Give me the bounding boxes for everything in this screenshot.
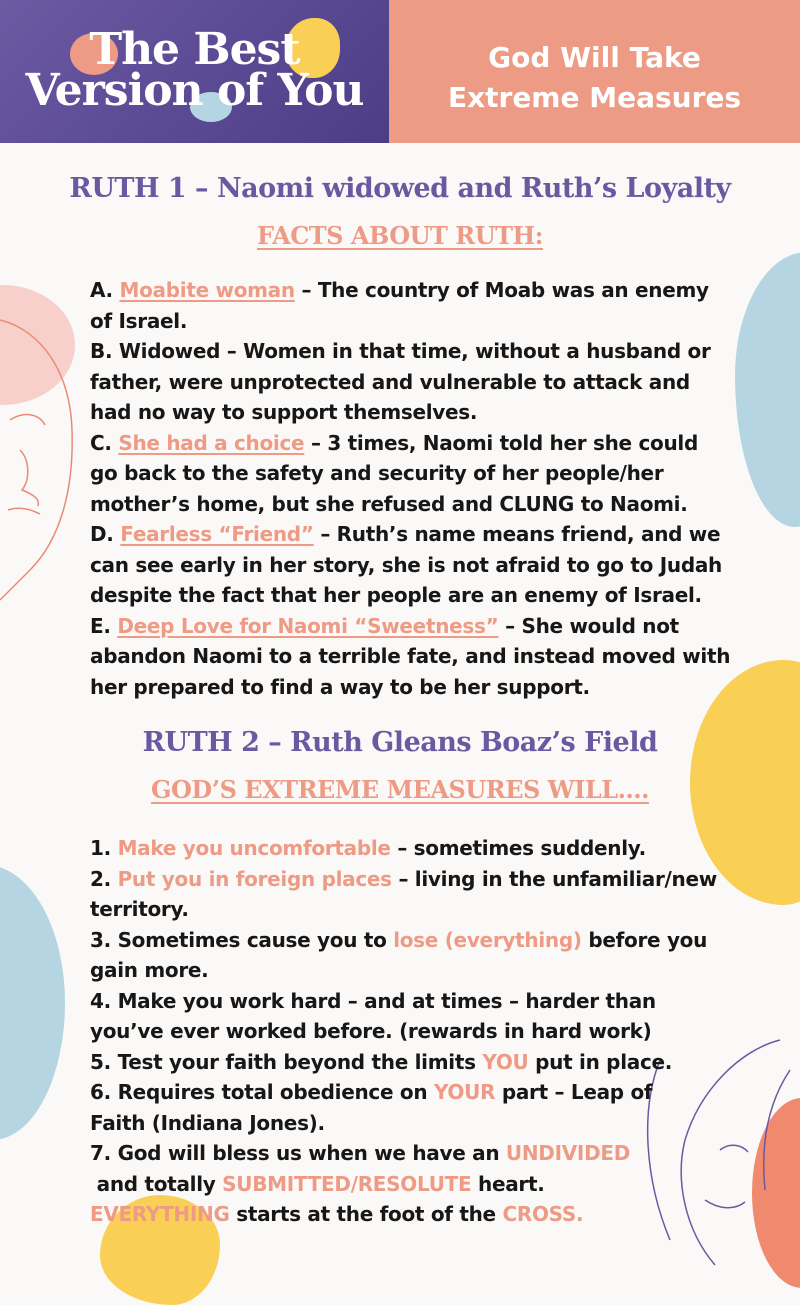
fact-d-line1: D. Fearless “Friend” – Ruth’s name means friend, and we <box>90 522 721 546</box>
fact-c-line2: go back to the safety and security of her people/her <box>90 461 664 485</box>
logo-text-line1: The Best <box>89 24 300 75</box>
page-title-line1: God Will Take <box>488 41 701 74</box>
header-banner <box>0 0 800 143</box>
measure-4-number: 4. <box>90 988 118 1013</box>
measure-7-heart: heart. <box>471 1171 545 1196</box>
measure-6-text: part – Leap of <box>495 1080 653 1104</box>
fact-d-line3: despite the fact that her people are an enemy of Israel. <box>90 583 702 607</box>
page-title-line2: Extreme Measures <box>447 81 742 114</box>
measure-3-text: before you <box>581 927 708 952</box>
fact-e-key: Deep Love for Naomi “Sweetness” <box>117 613 499 638</box>
measure-3-pre: Sometimes cause you to <box>117 927 394 952</box>
fact-e-line3: her prepared to find a way to be her support. <box>90 674 590 699</box>
measure-6-key: YOUR <box>433 1080 496 1104</box>
closing-everything: EVERYTHING <box>90 1202 230 1226</box>
closing-line <box>90 1199 720 1230</box>
fact-b-letter: B. <box>90 339 119 363</box>
ruth1-heading: RUTH 1 – Naomi widowed and Ruth’s Loyalty <box>69 173 731 204</box>
blue-blob-left-bottom <box>0 865 65 1140</box>
measure-3-number: 3. <box>90 927 118 952</box>
fact-b-line2: father, were unprotected and vulnerable to attack and <box>90 369 690 394</box>
measure-5-text: put in place. <box>528 1049 673 1074</box>
measure-6-number: 6. <box>90 1080 118 1104</box>
measure-1 <box>90 833 720 864</box>
measure-7-line2 <box>90 1169 720 1200</box>
fact-c-line3: mother’s home, but she refused and CLUNG to Naomi. <box>90 491 688 516</box>
ruth2-subheading: GOD’S EXTREME MEASURES WILL…. <box>151 775 649 804</box>
measure-7-number: 7. <box>90 1141 118 1165</box>
fact-e-letter: E. <box>90 613 118 638</box>
fact-a-line1 <box>90 275 720 306</box>
measure-7-and-totally: and totally <box>90 1171 223 1196</box>
measure-6-line1 <box>90 1077 720 1108</box>
measure-4-line2: you’ve ever worked before. (rewards in hard work) <box>90 1019 652 1043</box>
measure-7-pre: God will bless us when we have an <box>117 1141 506 1165</box>
measure-3-line1 <box>90 925 720 956</box>
fact-b-line1: B. Widowed – Women in that time, without a husband or <box>90 339 711 363</box>
ruth2-heading: RUTH 2 – Ruth Gleans Boaz’s Field <box>142 727 658 758</box>
measure-3-line2: gain more. <box>90 958 209 982</box>
fact-a-line2: of Israel. <box>90 308 188 333</box>
closing-starts: starts at the foot of the <box>229 1202 503 1226</box>
measure-6-pre: Requires total obedience on <box>117 1080 434 1104</box>
fact-c-key: She had a choice <box>118 430 305 455</box>
measure-4-line1 <box>90 986 720 1017</box>
closing-cross: CROSS. <box>502 1202 584 1226</box>
measure-1-text: – sometimes suddenly. <box>390 836 646 860</box>
measure-5-pre: Test your faith beyond the limits <box>117 1049 483 1074</box>
measure-2-text: – living in the unfamiliar/new <box>391 866 717 891</box>
measure-5 <box>90 1047 720 1078</box>
fact-c-letter: C. <box>90 430 119 455</box>
fact-a-key: Moabite woman <box>119 278 295 302</box>
fact-b-line3: had no way to support themselves. <box>90 400 478 424</box>
fact-d-letter: D. <box>90 522 121 546</box>
ruth1-subheading: FACTS ABOUT RUTH: <box>256 221 544 250</box>
measure-1-number: 1. <box>90 836 118 860</box>
line-face-left-icon <box>0 310 80 610</box>
measure-7-line1 <box>90 1138 720 1169</box>
ruth-facts-list <box>90 275 731 702</box>
fact-d-key: Fearless “Friend” <box>120 522 314 546</box>
measure-2-line1 <box>90 864 720 895</box>
extreme-measures-list <box>90 833 720 1230</box>
fact-e-line1: E. Deep Love for Naomi “Sweetness” – She would not <box>90 613 679 638</box>
logo-text-line2: Version of You <box>25 65 364 116</box>
fact-d-line2: can see early in her story, she is not afraid to go to Judah <box>90 552 722 577</box>
measure-6-line2: Faith (Indiana Jones). <box>90 1110 325 1135</box>
fact-e-line2: abandon Naomi to a terrible fate, and instead moved with <box>90 644 731 668</box>
measure-2-key: Put you in foreign places <box>117 866 392 891</box>
measure-7-submitted: SUBMITTED/RESOLUTE <box>222 1171 472 1196</box>
fact-a-text: – The country of Moab was an enemy <box>294 278 709 302</box>
measure-7-key: UNDIVIDED <box>505 1141 631 1165</box>
measure-2-number: 2. <box>90 866 118 891</box>
measure-4-text: Make you work hard – and at times – harder than <box>117 988 656 1013</box>
fact-c-line1: C. She had a choice – 3 times, Naomi told her she could <box>90 430 698 455</box>
measure-3-key: lose (everything) <box>393 927 582 952</box>
measure-5-number: 5. <box>90 1049 118 1074</box>
measure-2-line2: territory. <box>90 897 189 921</box>
fact-a-letter: A. <box>90 278 120 302</box>
measure-5-key: YOU <box>482 1049 529 1074</box>
blue-blob-right-top <box>735 252 800 527</box>
measure-1-key: Make you uncomfortable <box>117 836 391 860</box>
